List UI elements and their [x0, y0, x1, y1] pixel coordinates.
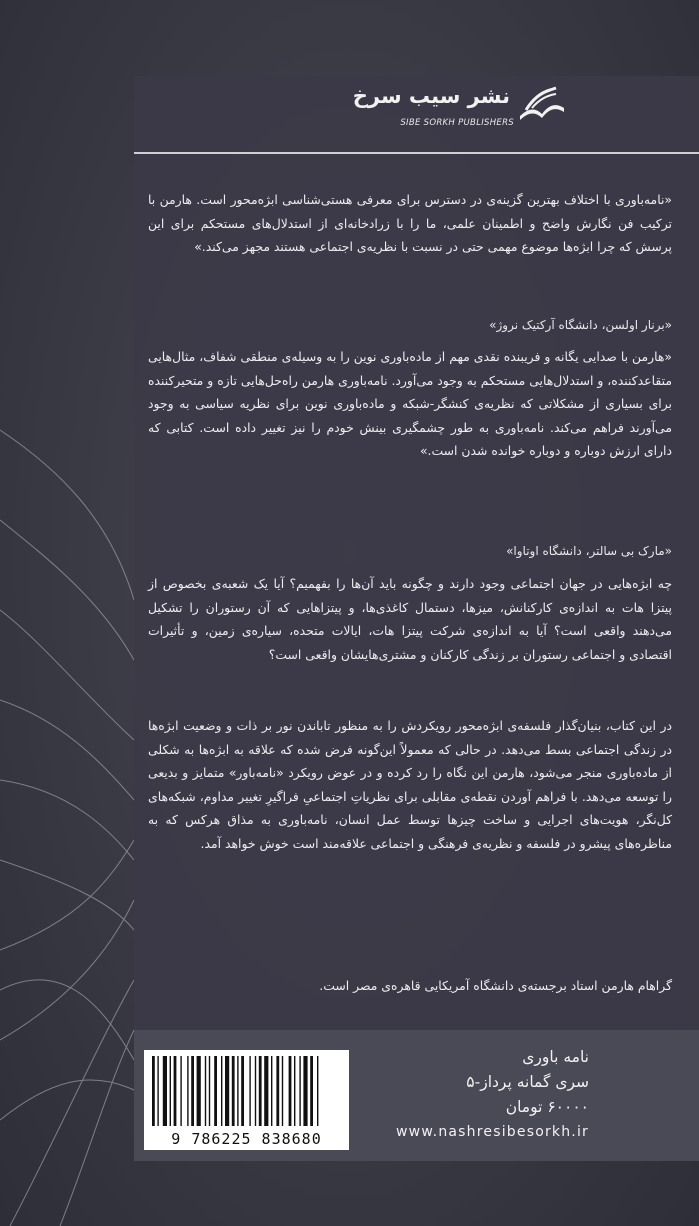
- barcode-bar: [310, 1056, 313, 1126]
- header-divider: [134, 152, 699, 154]
- barcode-number: 9 786225 838680: [171, 1130, 322, 1148]
- barcode-bar: [225, 1056, 229, 1126]
- barcode-bar: [187, 1056, 188, 1126]
- book-title: نامه باوری: [522, 1048, 589, 1066]
- barcode-bar: [205, 1056, 206, 1126]
- barcode-bar: [152, 1056, 155, 1126]
- website-url: www.nashresibesorkh.ir: [396, 1124, 589, 1140]
- barcode-bar: [163, 1056, 167, 1126]
- barcode-bar: [180, 1056, 181, 1126]
- barcode-bar: [221, 1056, 222, 1126]
- barcode-bar: [294, 1056, 295, 1126]
- barcode-bar: [157, 1056, 158, 1126]
- publisher-name-en: SIBE SORKH PUBLISHERS: [400, 118, 514, 128]
- barcode-bar: [299, 1056, 300, 1126]
- author-bio: گراهام هارمن استاد برجسته‌ی دانشگاه آمریکایی قاهره‌ی مصر است.: [319, 978, 672, 993]
- barcode-bar: [255, 1056, 256, 1126]
- barcode-bar: [303, 1056, 307, 1126]
- barcode-bar: [237, 1056, 238, 1126]
- blurb-2: «هارمن با صدایی یگانه و فریبنده نقدی مهم از ماده‌باوری نوین را به وسیله‌ی منطقی شفاف، مثال‌هایی متقاعدکننده، و استدلال‌هایی مستحکم به وجود می‌آورد. نامه‌باوری هارمن راه‌حل‌هایی تازه و متحیرکننده برای بسیاری از مشکلاتی که نظریه‌ی کنشگر-شبکه و ماده‌باوری نوین برای نظریه سیاسی به وجود می‌آورند فراهم می‌کند. نامه‌باوری به طور چشمگیری بینش خودم را نیز تغییر داده است. کتابی که دارای ارزش دوباره و دوباره خوانده شدن است.»: [148, 349, 672, 459]
- open-book-icon: [516, 86, 568, 126]
- blurb-2-attribution: «مارک بی سالتر، دانشگاه اوتاوا»: [506, 544, 672, 558]
- barcode-bar: [170, 1056, 171, 1126]
- barcode-bar: [191, 1056, 194, 1126]
- barcode-bar: [317, 1056, 318, 1126]
- publisher-name-fa: نشر سیب سرخ: [352, 84, 510, 108]
- barcode-bar: [241, 1056, 244, 1126]
- blurb-1: «نامه‌باوری با اختلاف بهترین گزینه‌ی در دسترس برای معرفی هستی‌شناسی ابژه‌محور است. هارمن با ترکیب فن نگارش واضح و اطمینان علمی، ما را با زرادخانه‌ای از استدلال‌های مستحکم برای این پرسش که چرا ابژه‌ها موضوع مهمی حتی در نسبت با نظریه‌ی اجتماعی هستند مجهز می‌کند.»: [148, 192, 672, 255]
- barcode-bar: [264, 1056, 268, 1126]
- barcode-bar: [197, 1056, 201, 1126]
- barcode-bar: [174, 1056, 177, 1126]
- barcode-bar: [214, 1056, 217, 1126]
- barcode-bar: [232, 1056, 235, 1126]
- barcode-bar: [259, 1056, 262, 1126]
- price: ۶۰۰۰۰ تومان: [505, 1098, 589, 1116]
- blurb-1-attribution: «برنار اولسن، دانشگاه آرکتیک نروژ»: [489, 318, 672, 332]
- barcode-bar: [276, 1056, 279, 1126]
- description-paragraph-1: چه ابژه‌هایی در جهان اجتماعی وجود دارند و چگونه باید آن‌ها را بفهمیم؟ آیا یک شعبه‌ی بخصوص از پیتزا هات به اندازه‌ی کارکنانش، میزها، دستمال کاغذی‌ها، و پیتزاهایی که آن رستوران را تشکیل می‌دهند واقعی است؟ آیا به اندازه‌ی شرکت پیتزا هات، ایالات متحده، سیاره‌ی زمین، و تأثیرات اقتصادی و اجتماعی رستوران بر زندگی کارکنان و مشتری‌هایشان واقعی است؟: [148, 576, 672, 662]
- publisher-logo: [352, 82, 570, 138]
- barcode-bar: [289, 1056, 292, 1126]
- series-name: سری گمانه پرداز-۵: [466, 1073, 589, 1091]
- barcode-bars: [144, 1050, 349, 1128]
- barcode-bar: [209, 1056, 210, 1126]
- barcode-bar: [249, 1056, 250, 1126]
- barcode-bar: [271, 1056, 272, 1126]
- description-paragraph-2: در این کتاب، بنیان‌گذار فلسفه‌ی ابژه‌محور رویکردش را به منظور تاباندن نور بر ذات و وضعیت ابژه‌ها در زندگی اجتماعی بسط می‌دهد. در حالی که معمولاً این‌گونه فرض شده که علاقه به ابژه‌ها به شکلی از ماده‌باوری منجر می‌شود، هارمن این نگاه را رد کرده و در عوض رویکرد «نامه‌باور» متمایز و بدیعی را توسعه می‌دهد. با فراهم آوردن نقطه‌ی مقابلی برای نظریاتِ اجتماعیِ فراگیرِ تغییر مداوم، شبکه‌های کل‌نگر، هویت‌های اجرایی و ساخت چیزها توسط عمل انسان، نامه‌باوری به مذاق هرکس که به مناظره‌های پیشرو در فلسفه و نظریه‌ی فرهنگی و اجتماعی علاقه‌مند است خوش خواهد آمد.: [148, 718, 672, 851]
- barcode-bar: [282, 1056, 283, 1126]
